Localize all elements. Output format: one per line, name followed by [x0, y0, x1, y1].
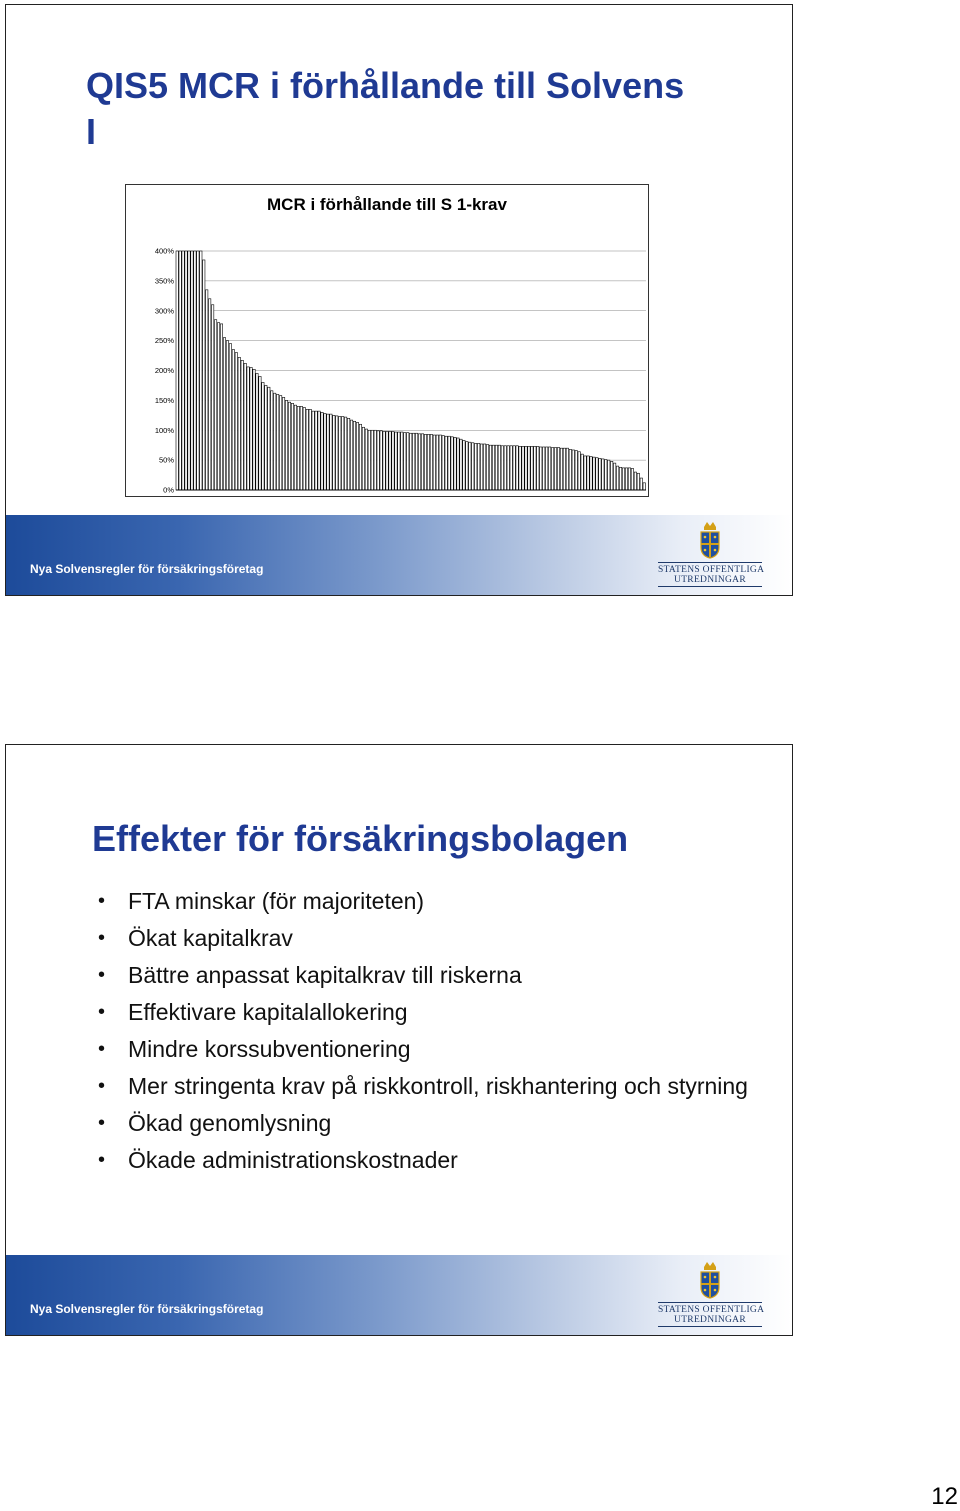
- chart-bar: [454, 437, 456, 490]
- y-tick-label: 300%: [154, 306, 174, 316]
- chart-bar: [622, 468, 624, 490]
- chart-bar: [288, 402, 290, 490]
- chart-bar: [268, 387, 270, 490]
- chart-bar: [250, 368, 252, 490]
- chart-bar: [628, 468, 630, 490]
- chart-bar: [548, 447, 550, 490]
- bullet-item: [96, 1144, 766, 1177]
- chart-bar: [404, 433, 406, 490]
- chart-bar: [324, 414, 326, 490]
- bullet-icon: •: [98, 890, 106, 912]
- chart-bar: [510, 446, 512, 490]
- chart-bar: [359, 424, 361, 490]
- chart-bar: [522, 446, 524, 490]
- logo-divider: [658, 562, 762, 563]
- chart-bar: [516, 446, 518, 490]
- chart-bar: [262, 382, 264, 490]
- chart-bar: [247, 367, 249, 490]
- footer-text: Nya Solvensregler för försäkringsföretag: [30, 562, 264, 576]
- chart-bar: [469, 442, 471, 490]
- chart-bar: [569, 449, 571, 490]
- logo-divider: [658, 1326, 762, 1327]
- sou-logo: [658, 521, 765, 591]
- chart-bar: [312, 411, 314, 490]
- sou-logo: [658, 1261, 765, 1331]
- chart-bar: [557, 448, 559, 490]
- chart-bar: [368, 430, 370, 490]
- chart-bar: [306, 409, 308, 490]
- bullet-text: Mer stringenta krav på riskkontroll, riskhantering och styrning: [128, 1073, 748, 1099]
- chart-bar: [194, 251, 196, 490]
- slide-title: QIS5 MCR i förhållande till Solvens I: [86, 65, 685, 152]
- chart-bar: [256, 373, 258, 490]
- chart-bar: [241, 360, 243, 490]
- slide-footer: [6, 1255, 792, 1335]
- chart-bar: [424, 434, 426, 490]
- chart-bar: [344, 417, 346, 490]
- bullet-item: [96, 996, 766, 1029]
- bullet-icon: •: [98, 1001, 106, 1023]
- y-tick-label: 150%: [154, 395, 174, 405]
- chart-bar: [619, 467, 621, 490]
- chart-bar: [374, 430, 376, 490]
- chart-bar: [342, 417, 344, 490]
- bullet-text: Bättre anpassat kapitalkrav till riskerna: [128, 962, 522, 988]
- chart-bar: [185, 251, 187, 490]
- chart-bar: [294, 405, 296, 490]
- chart-bar: [483, 444, 485, 490]
- bullet-icon: •: [98, 1149, 106, 1171]
- bullet-item: [96, 959, 766, 992]
- chart-bar: [182, 251, 184, 490]
- chart-bar: [478, 443, 480, 490]
- chart-bar: [643, 483, 645, 490]
- chart-bar: [578, 452, 580, 490]
- logo-text-line2: UTREDNINGAR: [674, 575, 746, 585]
- chart-bar: [415, 433, 417, 490]
- chart-bar: [575, 451, 577, 490]
- bullet-list: [96, 885, 766, 1181]
- chart-bar: [211, 305, 213, 490]
- chart-bar: [566, 448, 568, 490]
- chart-bar: [353, 421, 355, 490]
- chart-bar: [460, 439, 462, 490]
- chart-bar: [380, 431, 382, 490]
- chart-bar: [519, 446, 521, 490]
- chart-bar: [277, 394, 279, 490]
- chart-bar: [176, 251, 178, 490]
- chart-bar: [554, 448, 556, 490]
- page-number: 12: [931, 1483, 958, 1510]
- bullet-text: Ökat kapitalkrav: [128, 925, 293, 951]
- chart-bar: [616, 466, 618, 490]
- chart-bar: [265, 385, 267, 490]
- chart-bar: [244, 363, 246, 490]
- chart-bar: [191, 251, 193, 490]
- chart-bar: [350, 420, 352, 490]
- y-tick-label: 50%: [158, 455, 174, 465]
- chart-bar: [439, 435, 441, 490]
- chart-bar: [223, 338, 225, 490]
- chart-bar: [336, 416, 338, 490]
- chart-bar: [587, 456, 589, 490]
- chart-bar: [285, 400, 287, 490]
- chart-bar: [412, 433, 414, 490]
- chart-bar: [339, 417, 341, 490]
- chart-bar: [442, 436, 444, 490]
- y-tick-label: 250%: [154, 336, 174, 346]
- logo-divider: [658, 1302, 762, 1303]
- chart-bar: [572, 450, 574, 490]
- chart-bar: [315, 411, 317, 490]
- chart-bar: [525, 446, 527, 490]
- chart-bar: [197, 251, 199, 490]
- chart-bar: [206, 290, 208, 490]
- chart-bar: [303, 408, 305, 490]
- chart-bar: [480, 444, 482, 490]
- bullet-item: [96, 1033, 766, 1066]
- chart-bar: [534, 446, 536, 490]
- chart-bar: [259, 376, 261, 490]
- chart-bar: [537, 446, 539, 490]
- chart-bar: [436, 435, 438, 490]
- bullet-text: Effektivare kapitalallokering: [128, 999, 408, 1025]
- chart-bar: [209, 299, 211, 490]
- chart-bar: [203, 260, 205, 490]
- y-tick-label: 350%: [154, 276, 174, 286]
- bullet-icon: •: [98, 964, 106, 986]
- bullet-text: Ökad genomlysning: [128, 1110, 332, 1136]
- chart-bar: [463, 440, 465, 490]
- chart-bar: [421, 434, 423, 490]
- bullet-item: [96, 1107, 766, 1140]
- chart-bar: [220, 324, 222, 490]
- chart-bar: [229, 344, 231, 490]
- swedish-crest-icon: [698, 521, 722, 559]
- chart-title: MCR i förhållande till S 1-krav: [267, 195, 507, 214]
- chart-bar: [563, 448, 565, 490]
- chart-bar: [291, 403, 293, 490]
- chart-bar: [501, 446, 503, 490]
- chart-bar: [214, 320, 216, 490]
- chart-bar: [321, 412, 323, 490]
- chart-bar: [599, 458, 601, 490]
- chart-bar: [504, 446, 506, 490]
- chart-bar: [540, 447, 542, 490]
- chart-bar: [327, 414, 329, 490]
- chart-bar: [389, 431, 391, 490]
- chart-bar: [608, 460, 610, 490]
- bullet-text: FTA minskar (för majoriteten): [128, 888, 425, 914]
- chart-bar: [486, 445, 488, 490]
- chart-bar: [507, 446, 509, 490]
- chart-bar: [489, 445, 491, 490]
- chart-bar: [513, 446, 515, 490]
- chart-bar: [472, 443, 474, 490]
- chart-bar: [495, 445, 497, 490]
- bullet-item: [96, 885, 766, 918]
- y-tick-label: 200%: [154, 366, 174, 375]
- chart-bar: [297, 406, 299, 490]
- chart-bar: [581, 454, 583, 490]
- chart-bar: [596, 458, 598, 490]
- bullet-item: [96, 1070, 766, 1103]
- logo-divider: [658, 586, 762, 587]
- slide-footer: [6, 515, 792, 595]
- chart-bar: [433, 435, 435, 490]
- chart-bar: [318, 411, 320, 490]
- chart-bar: [347, 418, 349, 490]
- chart-bar: [637, 473, 639, 490]
- chart-bar: [492, 445, 494, 490]
- logo-text-line1: STATENS OFFENTLIGA: [658, 565, 765, 575]
- chart-bar: [528, 446, 530, 490]
- chart-bar: [274, 393, 276, 490]
- chart-frame: [125, 184, 649, 497]
- chart-bar: [235, 353, 237, 490]
- chart-bar: [232, 350, 234, 490]
- chart-bar: [466, 442, 468, 490]
- chart-bar: [309, 409, 311, 490]
- chart-bar: [410, 433, 412, 490]
- chart-bar: [371, 430, 373, 490]
- chart-bar: [238, 357, 240, 490]
- footer-text: Nya Solvensregler för försäkringsföretag: [30, 1302, 264, 1316]
- chart-bar: [634, 472, 636, 490]
- chart-bar: [593, 457, 595, 490]
- bullet-text: Mindre korssubventionering: [128, 1036, 411, 1062]
- chart-bar: [475, 443, 477, 490]
- chart-bar: [448, 436, 450, 490]
- chart-bar: [365, 429, 367, 490]
- chart-bar: [584, 456, 586, 490]
- chart-bar: [418, 434, 420, 490]
- chart-bar: [188, 251, 190, 490]
- swedish-crest-icon: [698, 1261, 722, 1299]
- slide-effekter: [5, 744, 793, 1336]
- chart-bar: [395, 432, 397, 490]
- chart-bar: [282, 397, 284, 490]
- chart-bar: [226, 341, 228, 490]
- bullet-item: [96, 922, 766, 955]
- chart-bar: [392, 431, 394, 490]
- slide-title: Effekter för försäkringsbolagen: [92, 818, 629, 859]
- chart-bar: [362, 427, 364, 490]
- chart-bar: [398, 432, 400, 490]
- chart-bar: [356, 422, 358, 490]
- bar-chart: [126, 185, 648, 496]
- chart-bar: [407, 433, 409, 490]
- chart-bar: [545, 447, 547, 490]
- chart-bar: [631, 468, 633, 490]
- chart-bar: [179, 251, 181, 490]
- chart-bar: [330, 414, 332, 490]
- chart-bar: [377, 431, 379, 490]
- chart-bar: [200, 251, 202, 490]
- chart-bar: [279, 396, 281, 490]
- y-tick-label: 100%: [154, 425, 174, 435]
- bullet-icon: •: [98, 927, 106, 949]
- chart-bar: [386, 431, 388, 490]
- chart-bar: [271, 391, 273, 490]
- chart-bar: [383, 431, 385, 490]
- chart-bar: [457, 438, 459, 490]
- chart-bar: [560, 448, 562, 490]
- chart-bar: [625, 468, 627, 490]
- chart-bar: [401, 432, 403, 490]
- chart-bar: [611, 461, 613, 490]
- chart-bar: [300, 406, 302, 490]
- y-tick-label: 0%: [163, 485, 174, 495]
- chart-bar: [551, 448, 553, 490]
- chart-bar: [640, 478, 642, 490]
- chart-bar: [543, 447, 545, 490]
- chart-bar: [498, 445, 500, 490]
- logo-text-line2: UTREDNINGAR: [674, 1315, 746, 1325]
- chart-bar: [613, 463, 615, 490]
- logo-text-line1: STATENS OFFENTLIGA: [658, 1305, 765, 1315]
- chart-bar: [605, 460, 607, 490]
- chart-bar: [445, 436, 447, 490]
- chart-bar: [217, 323, 219, 490]
- bullet-icon: •: [98, 1112, 106, 1134]
- slide-qis5-mcr: [5, 4, 793, 596]
- chart-bar: [333, 415, 335, 490]
- bullet-icon: •: [98, 1075, 106, 1097]
- chart-bar: [590, 457, 592, 490]
- chart-bar: [531, 446, 533, 490]
- bullet-text: Ökade administrationskostnader: [128, 1147, 458, 1173]
- chart-bar: [430, 434, 432, 490]
- chart-bar: [253, 369, 255, 490]
- chart-bar: [602, 459, 604, 490]
- y-tick-label: 400%: [154, 246, 174, 256]
- chart-bar: [451, 437, 453, 490]
- bullet-icon: •: [98, 1038, 106, 1060]
- chart-bar: [427, 434, 429, 490]
